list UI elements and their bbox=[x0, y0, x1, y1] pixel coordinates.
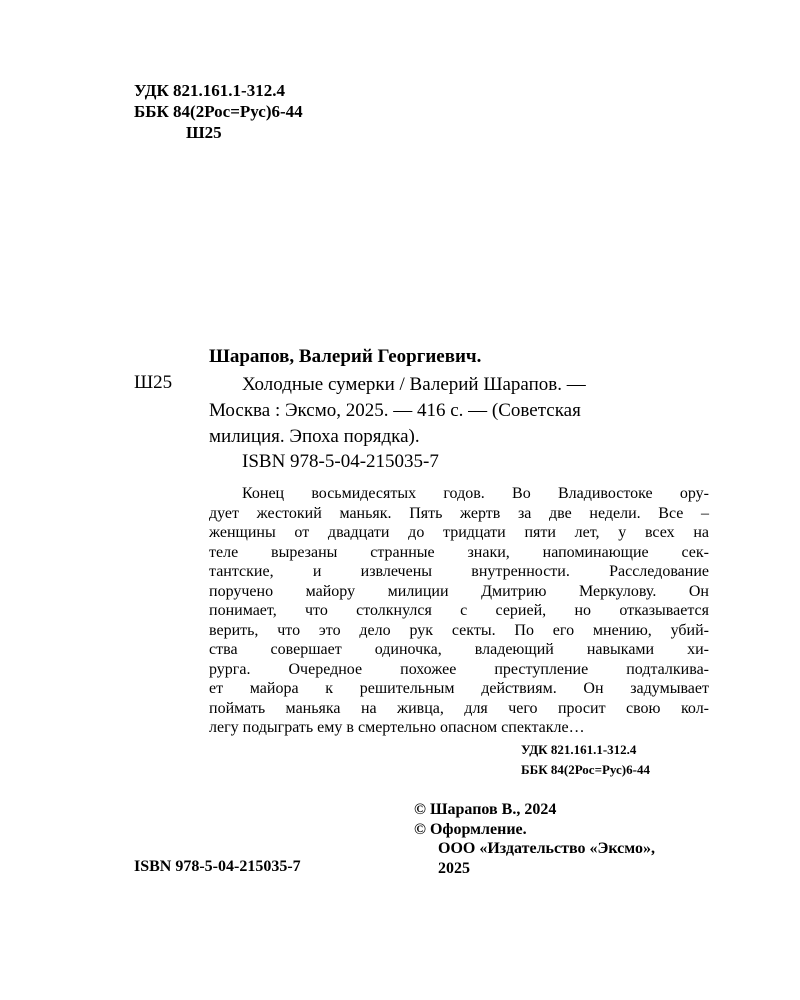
bbk-code: ББК 84(2Рос=Рус)6-44 bbox=[134, 102, 303, 121]
bibliographic-description bbox=[209, 372, 709, 450]
udk-code: УДК 821.161.1-312.4 bbox=[134, 81, 285, 100]
copyright-author: © Шарапов В., 2024 bbox=[414, 801, 557, 818]
author-heading: Шарапов, Валерий Георгиевич. bbox=[209, 346, 482, 367]
udk-code-right: УДК 821.161.1-312.4 bbox=[521, 742, 637, 757]
bbk-code-right: ББК 84(2Рос=Рус)6-44 bbox=[521, 762, 650, 777]
annotation-line: ет майора к решительным действиям. Он задумывает bbox=[209, 680, 709, 697]
annotation-line: верить, что это дело рук секты. По его мнению, убий- bbox=[209, 621, 709, 639]
annotation-line: рурга. Очередное похожее преступление подталкива- bbox=[209, 660, 709, 678]
annotation-line: поймать маньяка на живца, для чего просит свою кол- bbox=[209, 699, 709, 717]
copyright-design: © Оформление. bbox=[414, 820, 527, 838]
annotation-line: легу подыграть ему в смертельно опасном спектакле… bbox=[209, 719, 585, 736]
annotation-line: понимает, что столкнулся с серией, но отказывается bbox=[209, 602, 709, 619]
title-line-2: Москва : Эксмо, 2025. — 416 с. — (Советская bbox=[209, 400, 581, 421]
copyright-block bbox=[414, 800, 655, 878]
classification-codes-top bbox=[134, 80, 303, 143]
annotation-line: теле вырезаны странные знаки, напоминающие сек- bbox=[209, 543, 709, 561]
copyright-year: 2025 bbox=[438, 859, 470, 877]
annotation-line: женщины от двадцати до тридцати пяти лет, у всех на bbox=[209, 524, 709, 541]
cutter-code: Ш25 bbox=[186, 123, 222, 142]
annotation-line: ства совершает одиночка, владеющий навыками хи- bbox=[209, 641, 709, 658]
classification-codes-right bbox=[521, 740, 650, 780]
title-line-1: Холодные сумерки / Валерий Шарапов. — bbox=[242, 374, 586, 395]
title-line-3: милиция. Эпоха порядка). bbox=[209, 426, 420, 447]
annotation-paragraph bbox=[209, 484, 709, 738]
annotation-line: тантские, и извлечены внутренности. Расследование bbox=[209, 563, 709, 580]
copyright-publisher: ООО «Издательство «Эксмо», bbox=[438, 840, 655, 857]
isbn-bottom: ISBN 978-5-04-215035-7 bbox=[134, 858, 301, 875]
annotation-line: дует жестокий маньяк. Пять жертв за две недели. Все – bbox=[209, 504, 709, 522]
cutter-mark: Ш25 bbox=[134, 372, 173, 393]
annotation-line: поручено майору милиции Дмитрию Меркулову. Он bbox=[209, 582, 709, 600]
annotation-line: Конец восьмидесятых годов. Во Владивостоке ору- bbox=[242, 485, 709, 502]
isbn-record: ISBN 978-5-04-215035-7 bbox=[242, 451, 439, 472]
